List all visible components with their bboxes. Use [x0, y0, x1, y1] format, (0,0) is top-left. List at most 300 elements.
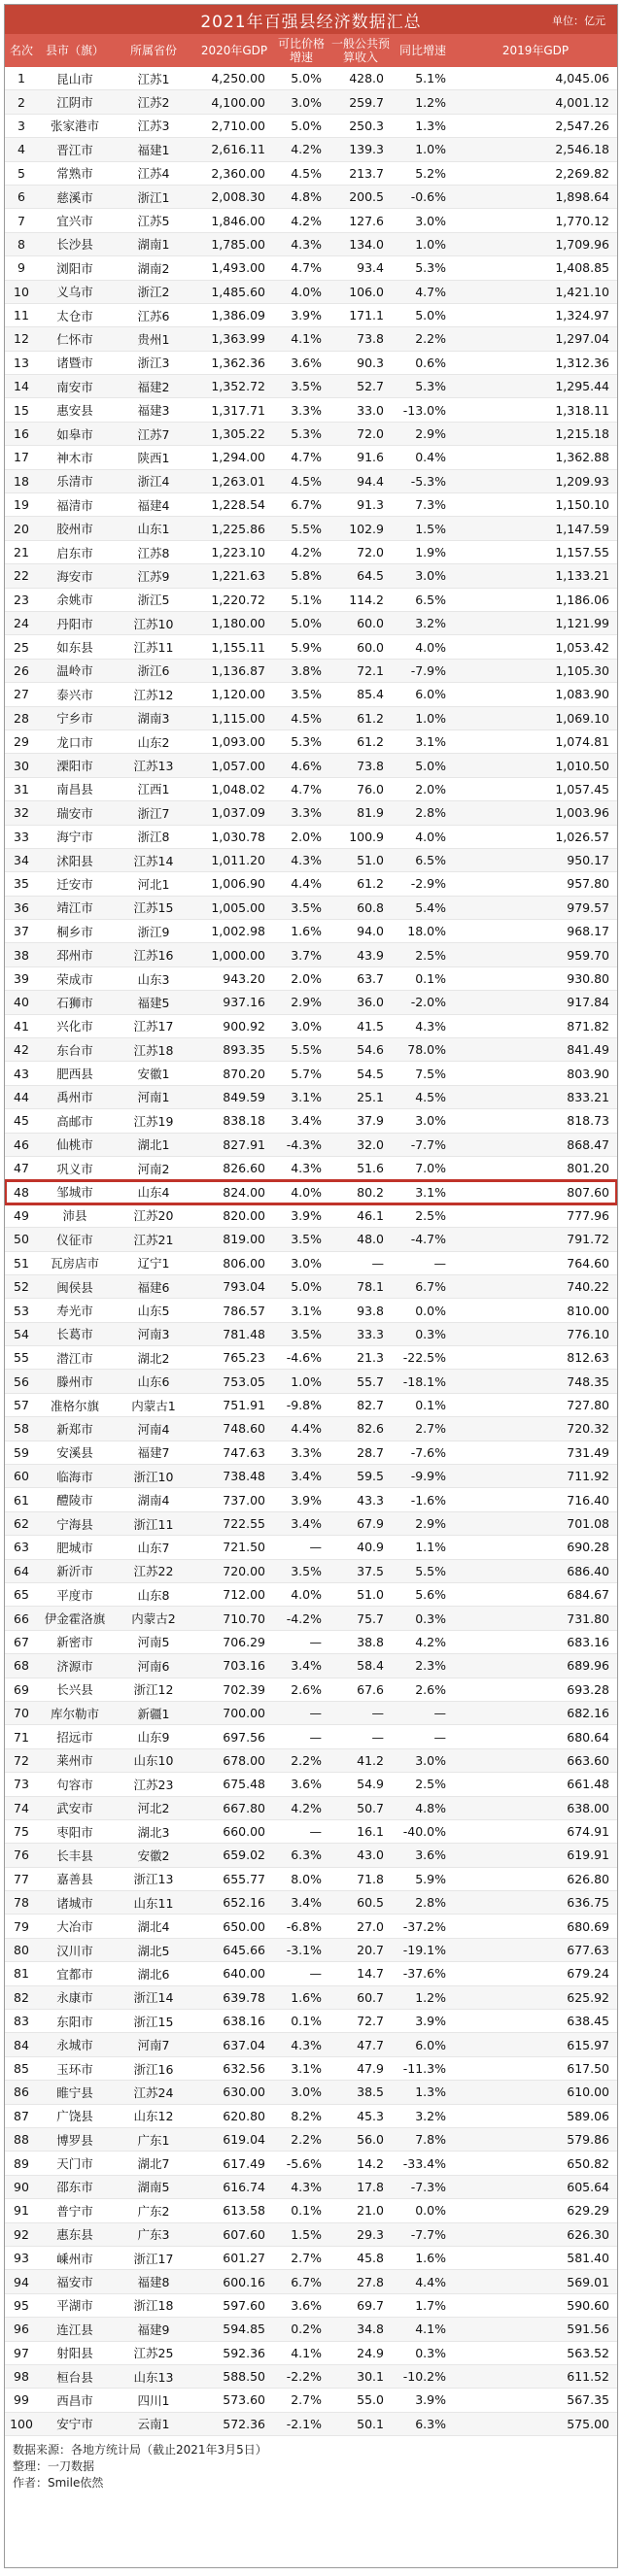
cell-rank: 18	[14, 473, 29, 489]
cell-yoy: -22.5%	[402, 1350, 446, 1366]
cell-rank: 5	[17, 165, 25, 181]
cell-yoy: 1.2%	[415, 1989, 446, 2005]
table-row	[5, 1939, 617, 1962]
cell-growth: 4.7%	[291, 781, 322, 797]
cell-budget-revenue: 80.2	[357, 1184, 384, 1200]
cell-province: 江苏9	[137, 568, 170, 584]
cell-county: 安溪县	[56, 1445, 93, 1461]
cell-gdp-2020: 601.27	[223, 2251, 265, 2266]
cell-budget-revenue: 102.9	[349, 521, 384, 536]
cell-rank: 71	[14, 1729, 29, 1745]
cell-budget-revenue: 47.9	[357, 2061, 384, 2076]
cell-province: 江苏11	[133, 640, 174, 656]
table-row	[5, 90, 617, 114]
cell-yoy: 6.7%	[415, 1279, 446, 1295]
cell-growth: 3.0%	[291, 94, 322, 110]
cell-budget-revenue: 51.0	[357, 853, 384, 868]
cell-gdp-2019: 720.32	[567, 1421, 609, 1437]
cell-gdp-2019: 740.22	[567, 1279, 609, 1295]
cell-growth: 3.0%	[291, 1255, 322, 1271]
cell-province: 湖南5	[137, 2180, 170, 2195]
cell-gdp-2020: 1,846.00	[211, 213, 265, 228]
cell-gdp-2019: 764.60	[567, 1255, 609, 1271]
cell-province: 福建8	[137, 2275, 170, 2290]
cell-gdp-2020: 1,225.86	[211, 521, 265, 536]
cell-gdp-2020: 827.91	[223, 1136, 265, 1152]
table-row	[5, 920, 617, 943]
cell-county: 寿光市	[56, 1304, 93, 1318]
cell-budget-revenue: 171.1	[349, 308, 384, 323]
cell-province: 江苏16	[133, 948, 174, 964]
cell-growth: 4.5%	[291, 710, 322, 726]
cell-growth: -3.1%	[286, 1943, 322, 1958]
cell-gdp-2019: 810.00	[567, 1303, 609, 1318]
cell-rank: 93	[14, 2251, 29, 2266]
cell-rank: 54	[14, 1326, 29, 1341]
cell-province: 河南4	[137, 1421, 170, 1437]
cell-county: 滕州市	[56, 1374, 93, 1390]
cell-rank: 12	[14, 331, 29, 347]
cell-province: 山东5	[137, 1304, 170, 1318]
cell-growth: -4.3%	[286, 1136, 322, 1152]
cell-gdp-2020: 700.00	[223, 1706, 265, 1721]
cell-province: 江苏15	[133, 900, 174, 916]
cell-gdp-2019: 968.17	[567, 924, 609, 939]
cell-rank: 14	[14, 379, 29, 394]
cell-rank: 77	[14, 1871, 29, 1886]
cell-province: 贵州1	[137, 331, 170, 347]
cell-county: 丹阳市	[56, 616, 93, 631]
cell-rank: 34	[14, 853, 29, 868]
cell-budget-revenue: 52.7	[357, 379, 384, 394]
cell-province: 江苏14	[133, 853, 174, 868]
cell-gdp-2019: 791.72	[567, 1232, 609, 1247]
cell-growth: 5.5%	[291, 1042, 322, 1058]
cell-gdp-2020: 849.59	[223, 1089, 265, 1104]
cell-province: 江苏21	[133, 1232, 174, 1247]
cell-rank: 73	[14, 1777, 29, 1792]
cell-growth: 8.2%	[291, 2108, 322, 2123]
cell-gdp-2019: 1,709.96	[555, 236, 609, 252]
cell-county: 沭阳县	[56, 853, 93, 868]
cell-county: 晋江市	[56, 142, 93, 157]
cell-gdp-2020: 652.16	[223, 1895, 265, 1911]
cell-county: 句容市	[56, 1777, 93, 1792]
cell-gdp-2019: 638.00	[567, 1800, 609, 1815]
cell-county: 义乌市	[56, 285, 93, 300]
table-row	[5, 635, 617, 659]
cell-gdp-2020: 702.39	[223, 1681, 265, 1697]
cell-budget-revenue: 33.0	[357, 402, 384, 418]
cell-province: 浙江17	[133, 2251, 174, 2266]
cell-budget-revenue: 93.4	[357, 260, 384, 276]
cell-gdp-2020: 1,093.00	[211, 734, 265, 750]
cell-county: 荣成市	[56, 971, 93, 987]
cell-province: 河南5	[137, 1635, 170, 1650]
cell-province: 河南2	[137, 1161, 170, 1176]
cell-rank: 9	[17, 260, 25, 276]
cell-budget-revenue: 100.9	[349, 829, 384, 844]
cell-rank: 51	[14, 1255, 29, 1271]
cell-growth: 5.5%	[291, 521, 322, 536]
table-row	[5, 446, 617, 469]
cell-county: 兴化市	[56, 1019, 93, 1034]
cell-gdp-2019: 1,186.06	[555, 592, 609, 607]
cell-gdp-2019: 590.60	[567, 2297, 609, 2313]
cell-gdp-2019: 1,010.50	[555, 758, 609, 773]
cell-gdp-2020: 1,037.09	[211, 805, 265, 821]
cell-gdp-2020: 697.56	[223, 1729, 265, 1745]
cell-gdp-2019: 731.80	[567, 1610, 609, 1626]
cell-county: 永城市	[56, 2038, 93, 2053]
cell-yoy: -11.3%	[402, 2061, 446, 2076]
cell-province: 浙江7	[137, 805, 170, 821]
cell-gdp-2020: 1,155.11	[211, 639, 265, 655]
cell-gdp-2019: 917.84	[567, 995, 609, 1010]
cell-county: 启东市	[56, 545, 93, 560]
cell-yoy: 5.5%	[415, 1563, 446, 1578]
cell-rank: 22	[14, 568, 29, 584]
cell-budget-revenue: 28.7	[357, 1444, 384, 1460]
cell-gdp-2020: 751.91	[223, 1398, 265, 1413]
table-row	[5, 1417, 617, 1441]
cell-county: 肥西县	[56, 1067, 93, 1082]
cell-gdp-2019: 617.50	[567, 2061, 609, 2076]
cell-rank: 91	[14, 2203, 29, 2219]
cell-gdp-2019: 626.80	[567, 1871, 609, 1886]
cell-growth: 4.1%	[291, 2345, 322, 2360]
cell-county: 福安市	[56, 2275, 93, 2290]
cell-province: 浙江9	[137, 924, 170, 939]
cell-gdp-2019: 563.52	[567, 2345, 609, 2360]
cell-gdp-2020: 2,008.30	[211, 189, 265, 205]
cell-yoy: -19.1%	[402, 1943, 446, 1958]
cell-budget-revenue: 91.3	[357, 497, 384, 513]
cell-gdp-2020: 721.50	[223, 1540, 265, 1555]
cell-rank: 24	[14, 616, 29, 631]
cell-rank: 59	[14, 1444, 29, 1460]
cell-budget-revenue: 213.7	[349, 165, 384, 181]
cell-growth: 3.0%	[291, 2085, 322, 2100]
cell-county: 巩义市	[56, 1161, 93, 1176]
cell-county: 桐乡市	[56, 924, 93, 939]
table-row	[5, 1394, 617, 1417]
cell-budget-revenue: 61.2	[357, 734, 384, 750]
cell-rank: 99	[14, 2392, 29, 2408]
cell-budget-revenue: 43.3	[357, 1492, 384, 1508]
cell-gdp-2019: 1,770.12	[555, 213, 609, 228]
cell-growth: 1.6%	[291, 1989, 322, 2005]
cell-province: 浙江8	[137, 830, 170, 845]
cell-county: 射阳县	[56, 2346, 93, 2361]
cell-budget-revenue: 54.6	[357, 1042, 384, 1058]
cell-gdp-2020: 573.60	[223, 2392, 265, 2408]
cell-rank: 96	[14, 2322, 29, 2337]
table-row	[5, 2223, 617, 2247]
cell-rank: 7	[17, 213, 25, 228]
cell-province: 福建3	[137, 403, 170, 419]
cell-rank: 43	[14, 1066, 29, 1081]
cell-gdp-2019: 818.73	[567, 1113, 609, 1129]
table-row	[5, 233, 617, 256]
cell-county: 永康市	[56, 1990, 93, 2006]
cell-county: 汉川市	[56, 1943, 93, 1958]
cell-growth: 3.3%	[291, 1444, 322, 1460]
cell-growth: -4.2%	[286, 1610, 322, 1626]
cell-gdp-2020: 607.60	[223, 2226, 265, 2242]
cell-budget-revenue: 60.8	[357, 899, 384, 915]
cell-budget-revenue: 51.6	[357, 1161, 384, 1176]
cell-growth: 5.3%	[291, 426, 322, 442]
cell-province: 福建6	[137, 1279, 170, 1295]
table-row	[5, 1820, 617, 1844]
cell-rank: 97	[14, 2345, 29, 2360]
cell-yoy: -37.2%	[402, 1918, 446, 1934]
cell-county: 长葛市	[56, 1327, 93, 1342]
cell-growth: 3.1%	[291, 1089, 322, 1104]
cell-province: 山东10	[133, 1753, 174, 1769]
cell-yoy: 5.2%	[415, 165, 446, 181]
cell-gdp-2019: 682.16	[567, 1706, 609, 1721]
cell-gdp-2020: 678.00	[223, 1752, 265, 1768]
cell-growth: 4.3%	[291, 2037, 322, 2052]
cell-county: 准格尔旗	[50, 1398, 99, 1413]
cell-yoy: 3.9%	[415, 2392, 446, 2408]
cell-gdp-2020: 620.80	[223, 2108, 265, 2123]
cell-county: 闽侯县	[56, 1279, 93, 1295]
cell-rank: 81	[14, 1966, 29, 1982]
cell-yoy: 3.9%	[415, 2014, 446, 2029]
table-row	[5, 2365, 617, 2389]
cell-gdp-2020: 1,115.00	[211, 710, 265, 726]
cell-yoy: 78.0%	[407, 1042, 446, 1058]
cell-growth: -9.8%	[286, 1398, 322, 1413]
table-row	[5, 943, 617, 966]
cell-rank: 80	[14, 1943, 29, 1958]
cell-growth: 4.3%	[291, 853, 322, 868]
cell-growth: 4.1%	[291, 331, 322, 347]
table-row	[5, 256, 617, 280]
cell-rank: 35	[14, 876, 29, 892]
cell-gdp-2019: 575.00	[567, 2416, 609, 2431]
cell-growth: 4.6%	[291, 758, 322, 773]
cell-county: 伊金霍洛旗	[44, 1611, 106, 1627]
table-row	[5, 1962, 617, 1985]
cell-province: 福建1	[137, 142, 170, 157]
cell-gdp-2019: 803.90	[567, 1066, 609, 1081]
cell-budget-revenue: 43.9	[357, 947, 384, 963]
cell-rank: 63	[14, 1540, 29, 1555]
cell-budget-revenue: 134.0	[349, 236, 384, 252]
cell-rank: 78	[14, 1895, 29, 1911]
cell-growth: 4.8%	[291, 189, 322, 205]
cell-rank: 30	[14, 758, 29, 773]
cell-yoy: 3.2%	[415, 2108, 446, 2123]
table-body	[5, 67, 617, 2436]
cell-yoy: -7.6%	[410, 1444, 446, 1460]
cell-yoy: 5.3%	[415, 260, 446, 276]
cell-yoy: 3.6%	[415, 1847, 446, 1863]
cell-county: 肥城市	[56, 1540, 93, 1555]
table-row	[5, 1844, 617, 1867]
cell-gdp-2019: 701.08	[567, 1516, 609, 1532]
cell-rank: 20	[14, 521, 29, 536]
cell-yoy: 2.0%	[415, 781, 446, 797]
cell-province: 江苏17	[133, 1019, 174, 1034]
cell-budget-revenue: 37.9	[357, 1113, 384, 1129]
cell-rank: 36	[14, 899, 29, 915]
cell-gdp-2020: 613.58	[223, 2203, 265, 2219]
cell-gdp-2019: 1,083.90	[555, 687, 609, 702]
cell-rank: 82	[14, 1989, 29, 2005]
cell-budget-revenue: 93.8	[357, 1303, 384, 1318]
cell-gdp-2020: 838.18	[223, 1113, 265, 1129]
cell-gdp-2020: 1,223.10	[211, 545, 265, 559]
table-row	[5, 1915, 617, 1938]
table-row	[5, 2105, 617, 2128]
cell-budget-revenue: 21.3	[357, 1350, 384, 1366]
cell-gdp-2020: 588.50	[223, 2369, 265, 2385]
cell-yoy: 18.0%	[407, 924, 446, 939]
cell-yoy: 1.9%	[415, 545, 446, 559]
cell-province: 湖北3	[137, 1824, 170, 1840]
cell-rank: 44	[14, 1089, 29, 1104]
cell-gdp-2020: 1,120.00	[211, 687, 265, 702]
cell-province: 湖北7	[137, 2156, 170, 2172]
cell-province: 山东1	[137, 522, 170, 537]
cell-county: 海宁市	[56, 830, 93, 845]
cell-gdp-2020: 1,030.78	[211, 829, 265, 844]
cell-yoy: 2.8%	[415, 1895, 446, 1911]
cell-county: 乐清市	[56, 474, 93, 490]
table-row	[5, 1015, 617, 1038]
table-row	[5, 2318, 617, 2341]
table-row	[5, 541, 617, 564]
cell-budget-revenue: 40.9	[357, 1540, 384, 1555]
table-row	[5, 1891, 617, 1915]
cell-yoy: 2.5%	[415, 1777, 446, 1792]
cell-rank: 83	[14, 2014, 29, 2029]
cell-rank: 56	[14, 1373, 29, 1389]
cell-gdp-2020: 712.00	[223, 1587, 265, 1603]
cell-county: 宜都市	[56, 1966, 93, 1982]
cell-gdp-2020: 1,180.00	[211, 616, 265, 631]
cell-gdp-2019: 569.01	[567, 2274, 609, 2289]
cell-budget-revenue: 46.1	[357, 1207, 384, 1223]
cell-county: 博罗县	[56, 2132, 93, 2148]
cell-budget-revenue: 33.3	[357, 1326, 384, 1341]
cell-yoy: 1.0%	[415, 142, 446, 157]
cell-budget-revenue: 73.8	[357, 758, 384, 773]
cell-growth: 6.7%	[291, 497, 322, 513]
cell-province: 江苏12	[133, 687, 174, 702]
cell-county: 宁海县	[56, 1516, 93, 1532]
cell-rank: 60	[14, 1469, 29, 1484]
cell-growth: 6.3%	[291, 1847, 322, 1863]
cell-county: 睢宁县	[56, 2085, 93, 2100]
cell-yoy: —	[433, 1255, 446, 1271]
column-header-yoy: 同比增速	[398, 44, 446, 57]
cell-growth: 3.4%	[291, 1895, 322, 1911]
cell-province: 浙江15	[133, 2014, 174, 2029]
cell-budget-revenue: 106.0	[349, 284, 384, 299]
cell-county: 招远市	[56, 1730, 93, 1746]
cell-growth: 4.2%	[291, 1800, 322, 1815]
table-row	[5, 162, 617, 186]
cell-county: 惠安县	[56, 403, 93, 419]
cell-province: 湖南3	[137, 711, 170, 727]
table-row	[5, 683, 617, 706]
cell-county: 新沂市	[56, 1564, 93, 1579]
cell-budget-revenue: 27.8	[357, 2274, 384, 2289]
cell-county: 桓台县	[56, 2369, 93, 2385]
cell-yoy: -7.9%	[410, 662, 446, 678]
cell-gdp-2019: 833.21	[567, 1089, 609, 1104]
cell-province: 湖北2	[137, 1350, 170, 1366]
cell-province: 云南1	[137, 2417, 170, 2432]
cell-rank: 38	[14, 947, 29, 963]
cell-budget-revenue: 45.3	[357, 2108, 384, 2123]
column-header-province: 所属省份	[129, 44, 177, 57]
cell-yoy: 0.1%	[415, 1398, 446, 1413]
cell-growth: 5.1%	[291, 592, 322, 607]
cell-yoy: 2.7%	[415, 1421, 446, 1437]
table-row	[5, 1157, 617, 1180]
cell-yoy: 3.0%	[415, 568, 446, 584]
cell-yoy: 0.6%	[415, 355, 446, 370]
cell-growth: 4.3%	[291, 1161, 322, 1176]
cell-province: 山东7	[137, 1540, 170, 1555]
cell-budget-revenue: 85.4	[357, 687, 384, 702]
cell-budget-revenue: 14.7	[357, 1966, 384, 1982]
cell-budget-revenue: 51.0	[357, 1587, 384, 1603]
cell-province: 山东8	[137, 1587, 170, 1603]
cell-budget-revenue: 14.2	[357, 2155, 384, 2171]
cell-budget-revenue: 41.5	[357, 1018, 384, 1034]
cell-county: 胶州市	[56, 522, 93, 537]
cell-rank: 58	[14, 1421, 29, 1437]
cell-growth: -6.8%	[286, 1918, 322, 1934]
cell-gdp-2019: 589.06	[567, 2108, 609, 2123]
cell-gdp-2020: 753.05	[223, 1373, 265, 1389]
cell-budget-revenue: 63.7	[357, 971, 384, 987]
cell-gdp-2020: 870.20	[223, 1066, 265, 1081]
cell-yoy: 1.5%	[415, 521, 446, 536]
table-row	[5, 2199, 617, 2222]
cell-gdp-2019: 4,001.12	[555, 94, 609, 110]
cell-growth: 2.6%	[291, 1681, 322, 1697]
cell-budget-revenue: 41.2	[357, 1752, 384, 1768]
cell-county: 如东县	[56, 640, 93, 656]
cell-budget-revenue: 428.0	[349, 71, 384, 86]
table-row	[5, 1678, 617, 1702]
cell-gdp-2019: 626.30	[567, 2226, 609, 2242]
cell-yoy: -5.3%	[410, 473, 446, 489]
cell-yoy: -13.0%	[402, 402, 446, 418]
cell-rank: 47	[14, 1161, 29, 1176]
cell-budget-revenue: 50.1	[357, 2416, 384, 2431]
cell-county: 龙口市	[56, 734, 93, 750]
table-row	[5, 1512, 617, 1536]
cell-yoy: -2.9%	[410, 876, 446, 892]
cell-gdp-2019: 677.63	[567, 1943, 609, 1958]
cell-growth: -4.6%	[286, 1350, 322, 1366]
cell-gdp-2019: 663.60	[567, 1752, 609, 1768]
table-row	[5, 2389, 617, 2412]
cell-rank: 33	[14, 829, 29, 844]
column-header-gdp-2019: 2019年GDP	[501, 44, 570, 57]
cell-gdp-2019: 690.28	[567, 1540, 609, 1555]
